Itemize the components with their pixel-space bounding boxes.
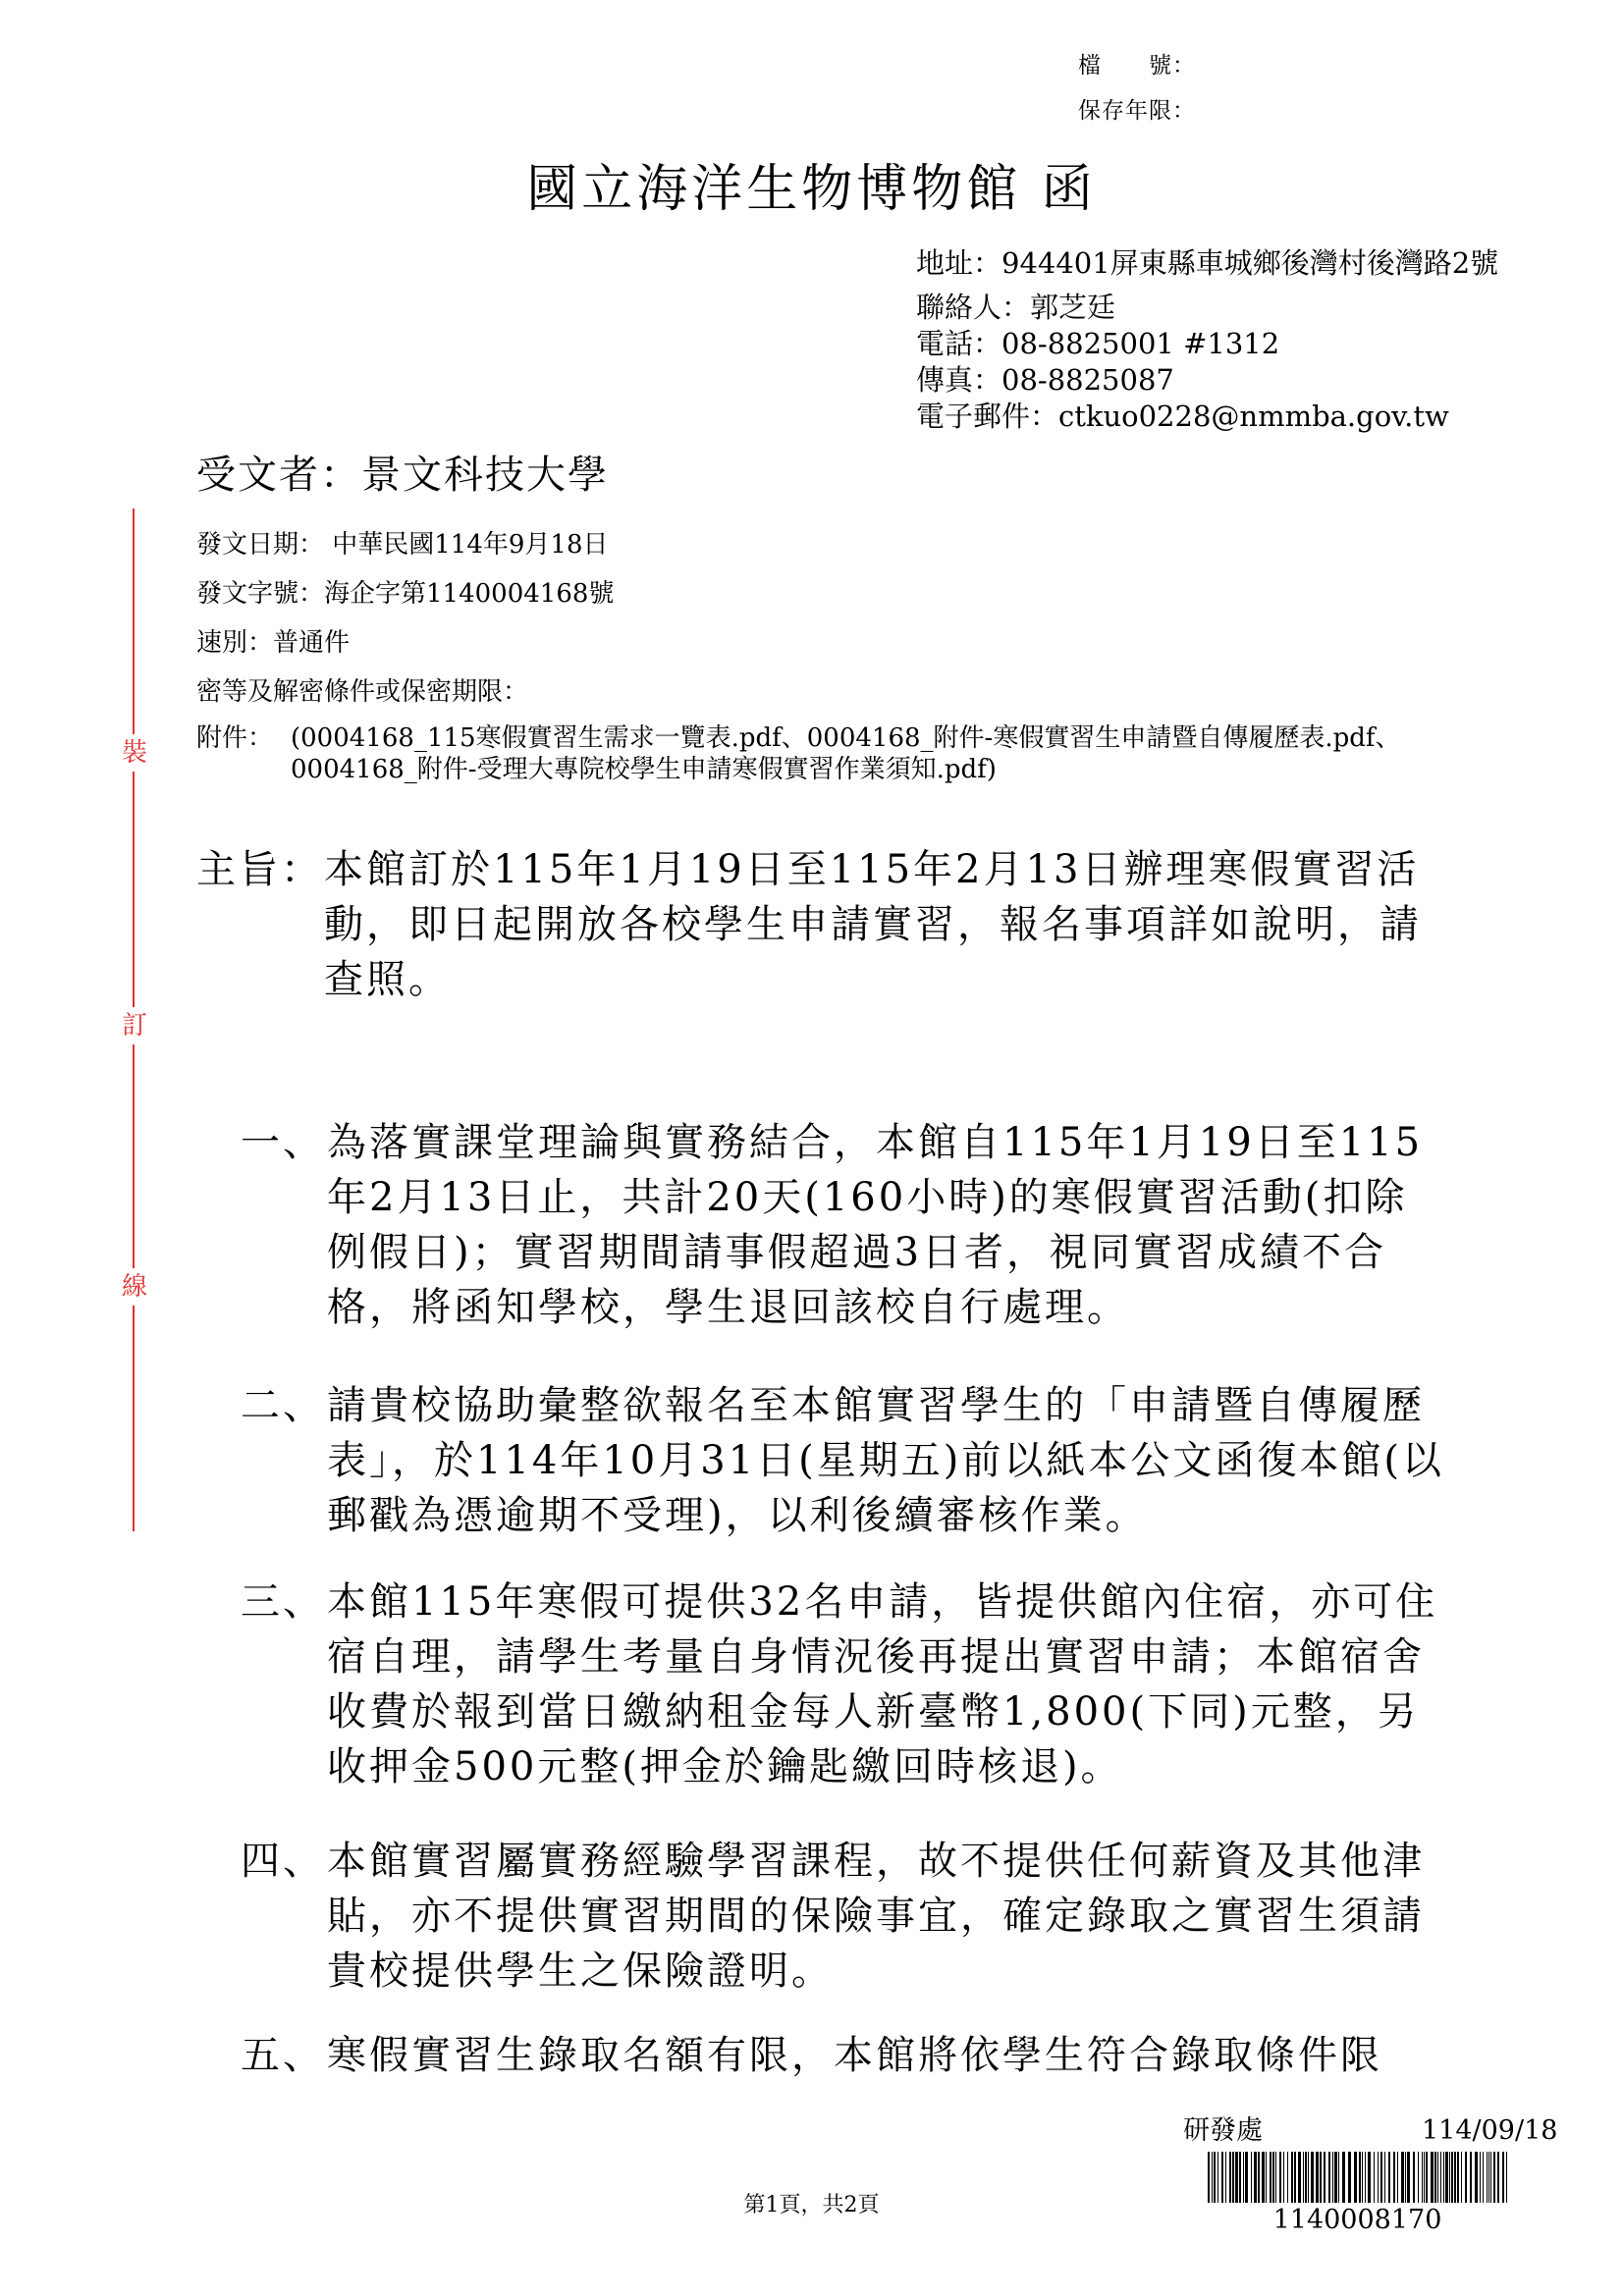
footer-department: 研發處 xyxy=(1183,2115,1263,2146)
binding-line-middle-top xyxy=(133,772,135,1007)
item-5 xyxy=(241,2028,1448,2083)
attachments-label: 附件： xyxy=(196,723,274,753)
item-number: 三、 xyxy=(241,1579,325,1625)
binding-line-bottom xyxy=(133,1306,135,1531)
item-3 xyxy=(241,1575,1448,1794)
document-title: 國立海洋生物博物館 函 xyxy=(526,160,1097,219)
attachments xyxy=(196,722,1443,785)
page-number: 第1頁，共2頁 xyxy=(743,2193,880,2217)
barcode-image xyxy=(1208,2152,1507,2203)
item-4 xyxy=(241,1834,1448,1999)
contact-address: 地址：944401屏東縣車城鄉後灣村後灣路2號 xyxy=(916,246,1499,280)
item-text: 為落實課堂理論與實務結合，本館自115年1月19日至115年2月13日止，共計20天(160小時)的寒假實習活動(扣除例假日)；實習期間請事假超過3日者，視同實習成績不合格，將函知學校，學生退回該校自行處理。 xyxy=(327,1120,1424,1330)
item-number: 五、 xyxy=(241,2033,325,2078)
item-text: 寒假實習生錄取名額有限，本館將依學生符合錄取條件限 xyxy=(327,2033,1382,2078)
recipient: 受文者：景文科技大學 xyxy=(196,453,609,498)
file-number-label: 檔 號： xyxy=(1078,53,1196,79)
contact-person: 聯絡人：郭芝廷 xyxy=(916,291,1116,324)
contact-email: 電子郵件：ctkuo0228@nmmba.gov.tw xyxy=(916,400,1449,433)
delivery-speed: 速別：普通件 xyxy=(196,628,351,658)
subject xyxy=(196,842,1448,1007)
item-text: 本館實習屬實務經驗學習課程，故不提供任何薪資及其他津貼，亦不提供實習期間的保險事宜，確定錄取之實習生須請貴校提供學生之保險證明。 xyxy=(327,1839,1425,1994)
binding-line-middle-bottom xyxy=(133,1044,135,1268)
attachments-list: (0004168_115寒假實習生需求一覽表.pdf、0004168_附件-寒假實習生申請暨自傳履歷表.pdf、0004168_附件-受理大專院校學生申請寒假實習作業須知.pdf) xyxy=(291,723,1401,784)
item-2 xyxy=(241,1378,1448,1543)
contact-fax: 傳真：08-8825087 xyxy=(916,363,1174,397)
retention-period-label: 保存年限： xyxy=(1078,98,1196,124)
binding-char-xian: 線 xyxy=(122,1272,148,1302)
item-number: 四、 xyxy=(241,1839,325,1884)
barcode-number: 1140008170 xyxy=(1272,2205,1442,2235)
secrecy-level: 密等及解密條件或保密期限： xyxy=(196,677,529,707)
item-number: 二、 xyxy=(241,1383,325,1428)
binding-char-zhuang: 裝 xyxy=(122,738,148,768)
subject-label: 主旨： xyxy=(196,847,323,892)
document-number: 發文字號：海企字第1140004168號 xyxy=(196,579,615,609)
footer-date: 114/09/18 xyxy=(1422,2115,1558,2146)
binding-line-top xyxy=(133,508,135,734)
item-text: 本館115年寒假可提供32名申請，皆提供館內住宿，亦可住宿自理，請學生考量自身情況後再提出實習申請；本館宿舍收費於報到當日繳納租金每人新臺幣1,800(下同)元整，另收押金500元整(押金於鑰匙繳回時核退)。 xyxy=(327,1579,1438,1789)
item-number: 一、 xyxy=(241,1120,325,1165)
item-1 xyxy=(241,1115,1448,1335)
binding-char-ding: 訂 xyxy=(122,1011,148,1041)
contact-phone: 電話：08-8825001 #1312 xyxy=(916,327,1280,360)
subject-text: 本館訂於115年1月19日至115年2月13日辦理寒假實習活動，即日起開放各校學生申請實習，報名事項詳如說明，請查照。 xyxy=(324,847,1422,1002)
contact-block xyxy=(916,245,1498,435)
item-text: 請貴校協助彙整欲報名至本館實習學生的「申請暨自傳履歷表」，於114年10月31日(星期五)前以紙本公文函復本館(以郵戳為憑逾期不受理)，以利後續審核作業。 xyxy=(327,1383,1444,1538)
issue-date: 發文日期： 中華民國114年9月18日 xyxy=(196,530,609,560)
